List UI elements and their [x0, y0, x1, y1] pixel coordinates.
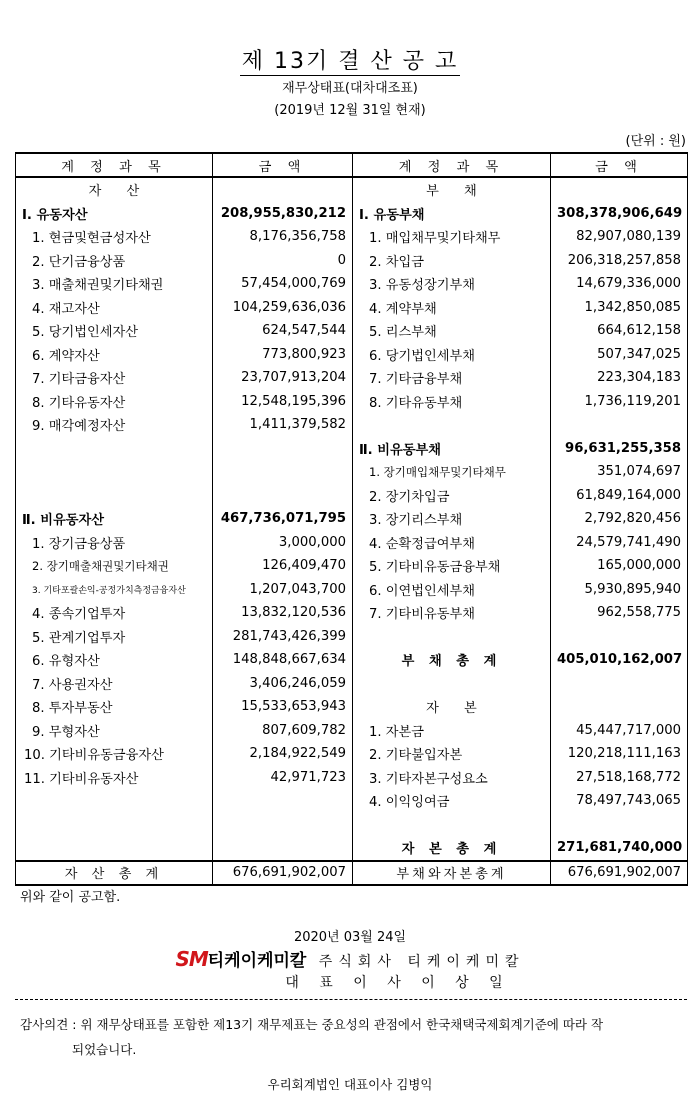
current-assets-amount: 208,955,830,212: [213, 202, 353, 226]
current-assets-label: Ⅰ. 유동자산: [16, 202, 213, 226]
table-row: [16, 813, 688, 837]
row-label: 8. 기타유동자산: [16, 390, 213, 414]
col-header-amount: 금 액: [213, 153, 353, 177]
row-label: 3. 유동성장기부채: [353, 272, 551, 296]
row-amount: 148,848,667,634: [213, 648, 353, 672]
statement-subtitle: 재무상태표(대차대조표): [282, 81, 418, 96]
equity-heading: 자 본: [353, 695, 551, 719]
row-label: 4. 계약부채: [353, 296, 551, 320]
row-label: 3. 매출채권및기타채권: [16, 272, 213, 296]
row-label: 2. 기타불입자본: [353, 742, 551, 766]
audit-opinion-continued: 되었습니다.: [72, 1042, 137, 1057]
row-amount: 1,342,850,085: [551, 296, 688, 320]
row-label: 1. 자본금: [353, 719, 551, 743]
table-row: [16, 460, 688, 484]
row-amount: 12,548,195,396: [213, 390, 353, 414]
row-amount: 223,304,183: [551, 366, 688, 390]
table-header-row: [16, 153, 688, 177]
row-amount: 13,832,120,536: [213, 601, 353, 625]
row-amount: 2,792,820,456: [551, 507, 688, 531]
row-label: 11. 기타비유동자산: [16, 766, 213, 790]
row-amount: 82,907,080,139: [551, 225, 688, 249]
row-amount: 1,736,119,201: [551, 390, 688, 414]
row-label: 1. 현금및현금성자산: [16, 225, 213, 249]
current-liabilities-amount: 308,378,906,649: [551, 202, 688, 226]
row-label: 2. 장기차입금: [353, 484, 551, 508]
audit-opinion: 감사의견 : 위 재무상태표를 포함한 제13기 재무제표는 중요성의 관점에서 한국채택국제회계기준에 따라 작: [20, 1017, 604, 1032]
row-amount: 281,743,426,399: [213, 625, 353, 649]
table-row: [16, 249, 688, 273]
total-assets-label: 자 산 총 계: [16, 861, 213, 885]
row-amount: 807,609,782: [213, 719, 353, 743]
row-amount: 27,518,168,772: [551, 766, 688, 790]
ceo-name: 대 표 이 사 이 상 일: [285, 975, 511, 991]
page-title: 제 13기 결 산 공 고: [241, 49, 459, 74]
table-row: [16, 272, 688, 296]
table-row: [16, 554, 688, 578]
row-amount: 206,318,257,858: [551, 249, 688, 273]
table-row: [16, 836, 688, 861]
row-amount: 45,447,717,000: [551, 719, 688, 743]
company-name: 주식회사 티케이케미칼: [318, 954, 525, 970]
row-label: 4. 종속기업투자: [16, 601, 213, 625]
table-row: [16, 789, 688, 813]
table-row: [16, 766, 688, 790]
row-label: 5. 기타비유동금융부채: [353, 554, 551, 578]
table-row: [16, 225, 688, 249]
row-label: 3. 기타포괄손익-공정가치측정금융자산: [16, 578, 213, 602]
row-amount: 78,497,743,065: [551, 789, 688, 813]
row-label: 9. 매각예정자산: [16, 413, 213, 437]
balance-sheet-table: [15, 152, 688, 886]
total-equity-amount: 271,681,740,000: [551, 836, 688, 861]
row-amount: 61,849,164,000: [551, 484, 688, 508]
table-row: [16, 507, 688, 531]
row-amount: 120,218,111,163: [551, 742, 688, 766]
col-header-account: 계 정 과 목: [353, 153, 551, 177]
row-label: 6. 계약자산: [16, 343, 213, 367]
row-label: 8. 투자부동산: [16, 695, 213, 719]
company-block: [0, 946, 700, 971]
row-label: 7. 기타금융자산: [16, 366, 213, 390]
row-amount: 126,409,470: [213, 554, 353, 578]
row-amount: 0: [213, 249, 353, 273]
totals-row: [16, 861, 688, 885]
row-amount: 1,411,379,582: [213, 413, 353, 437]
table-row: [16, 484, 688, 508]
table-row: [16, 366, 688, 390]
table-row: [16, 601, 688, 625]
table-row: [16, 742, 688, 766]
row-amount: 962,558,775: [551, 601, 688, 625]
row-label: 10. 기타비유동금융자산: [16, 742, 213, 766]
row-label: 6. 이연법인세부채: [353, 578, 551, 602]
row-amount: 15,533,653,943: [213, 695, 353, 719]
row-amount: 624,547,544: [213, 319, 353, 343]
table-row: [16, 202, 688, 226]
row-amount: 42,971,723: [213, 766, 353, 790]
row-label: 1. 장기금융상품: [16, 531, 213, 555]
noncurrent-assets-label: Ⅱ. 비유동자산: [16, 507, 213, 531]
noncurrent-liabilities-amount: 96,631,255,358: [551, 437, 688, 461]
row-label: 7. 기타비유동부채: [353, 601, 551, 625]
row-label: 6. 당기법인세부채: [353, 343, 551, 367]
total-equity-label: 자 본 총 계: [353, 836, 551, 861]
row-label: 2. 차입금: [353, 249, 551, 273]
row-label: 9. 무형자산: [16, 719, 213, 743]
row-label: 3. 장기리스부채: [353, 507, 551, 531]
table-row: [16, 719, 688, 743]
row-amount: 3,406,246,059: [213, 672, 353, 696]
table-row: [16, 695, 688, 719]
table-row: [16, 672, 688, 696]
row-label: 4. 순확정급여부채: [353, 531, 551, 555]
row-label: 2. 단기금융상품: [16, 249, 213, 273]
table-row: [16, 390, 688, 414]
row-amount: 14,679,336,000: [551, 272, 688, 296]
table-row: [16, 578, 688, 602]
unit-label: (단위 : 원): [625, 134, 686, 149]
row-amount: 5,930,895,940: [551, 578, 688, 602]
row-amount: 104,259,636,036: [213, 296, 353, 320]
row-amount: 773,800,923: [213, 343, 353, 367]
row-amount: 664,612,158: [551, 319, 688, 343]
table-row: [16, 437, 688, 461]
table-row: [16, 531, 688, 555]
table-row: [16, 343, 688, 367]
row-amount: 8,176,356,758: [213, 225, 353, 249]
row-label: 7. 기타금융부채: [353, 366, 551, 390]
row-label: 4. 이익잉여금: [353, 789, 551, 813]
row-amount: 165,000,000: [551, 554, 688, 578]
current-liabilities-label: Ⅰ. 유동부채: [353, 202, 551, 226]
table-row: [16, 296, 688, 320]
col-header-account: 계 정 과 목: [16, 153, 213, 177]
noncurrent-liabilities-label: Ⅱ. 비유동부채: [353, 437, 551, 461]
row-label: 5. 관계기업투자: [16, 625, 213, 649]
company-logo-mark: SM: [175, 947, 208, 971]
row-amount: 23,707,913,204: [213, 366, 353, 390]
table-row: [16, 413, 688, 437]
total-liabilities-equity-amount: 676,691,902,007: [551, 861, 688, 885]
row-label: 6. 유형자산: [16, 648, 213, 672]
row-label: 5. 당기법인세자산: [16, 319, 213, 343]
row-label: 1. 매입채무및기타채무: [353, 225, 551, 249]
table-row: [16, 648, 688, 672]
total-assets-amount: 676,691,902,007: [213, 861, 353, 885]
announcement-date: 2020년 03월 24일: [293, 930, 407, 945]
row-label: 8. 기타유동부채: [353, 390, 551, 414]
table-row: [16, 319, 688, 343]
row-amount: 507,347,025: [551, 343, 688, 367]
liabilities-heading: 부 채: [353, 177, 551, 202]
row-label: 4. 재고자산: [16, 296, 213, 320]
row-amount: 57,454,000,769: [213, 272, 353, 296]
row-amount: 2,184,922,549: [213, 742, 353, 766]
row-amount: 3,000,000: [213, 531, 353, 555]
row-label: 7. 사용권자산: [16, 672, 213, 696]
noncurrent-assets-amount: 467,736,071,795: [213, 507, 353, 531]
total-liabilities-label: 부 채 총 계: [353, 648, 551, 672]
company-logo-name: 티케이케미칼: [207, 951, 307, 971]
assets-heading: 자 산: [16, 177, 213, 202]
col-header-amount: 금 액: [551, 153, 688, 177]
row-label: 5. 리스부채: [353, 319, 551, 343]
table-row: [16, 625, 688, 649]
row-label: 2. 장기매출채권및기타채권: [16, 554, 213, 578]
row-label: 3. 기타자본구성요소: [353, 766, 551, 790]
row-amount: 1,207,043,700: [213, 578, 353, 602]
table-row: [16, 177, 688, 202]
total-liabilities-amount: 405,010,162,007: [551, 648, 688, 672]
notice-text: 위와 같이 공고함.: [20, 890, 121, 905]
as-of-date: (2019년 12월 31일 현재): [274, 103, 426, 118]
row-amount: 24,579,741,490: [551, 531, 688, 555]
divider: [15, 999, 687, 1000]
auditor-signature: 우리회계법인 대표이사 김병익: [267, 1077, 433, 1092]
row-amount: 351,074,697: [551, 460, 688, 484]
total-liabilities-equity-label: 부채와자본총계: [353, 861, 551, 885]
row-label: 1. 장기매입채무및기타채무: [353, 460, 551, 484]
